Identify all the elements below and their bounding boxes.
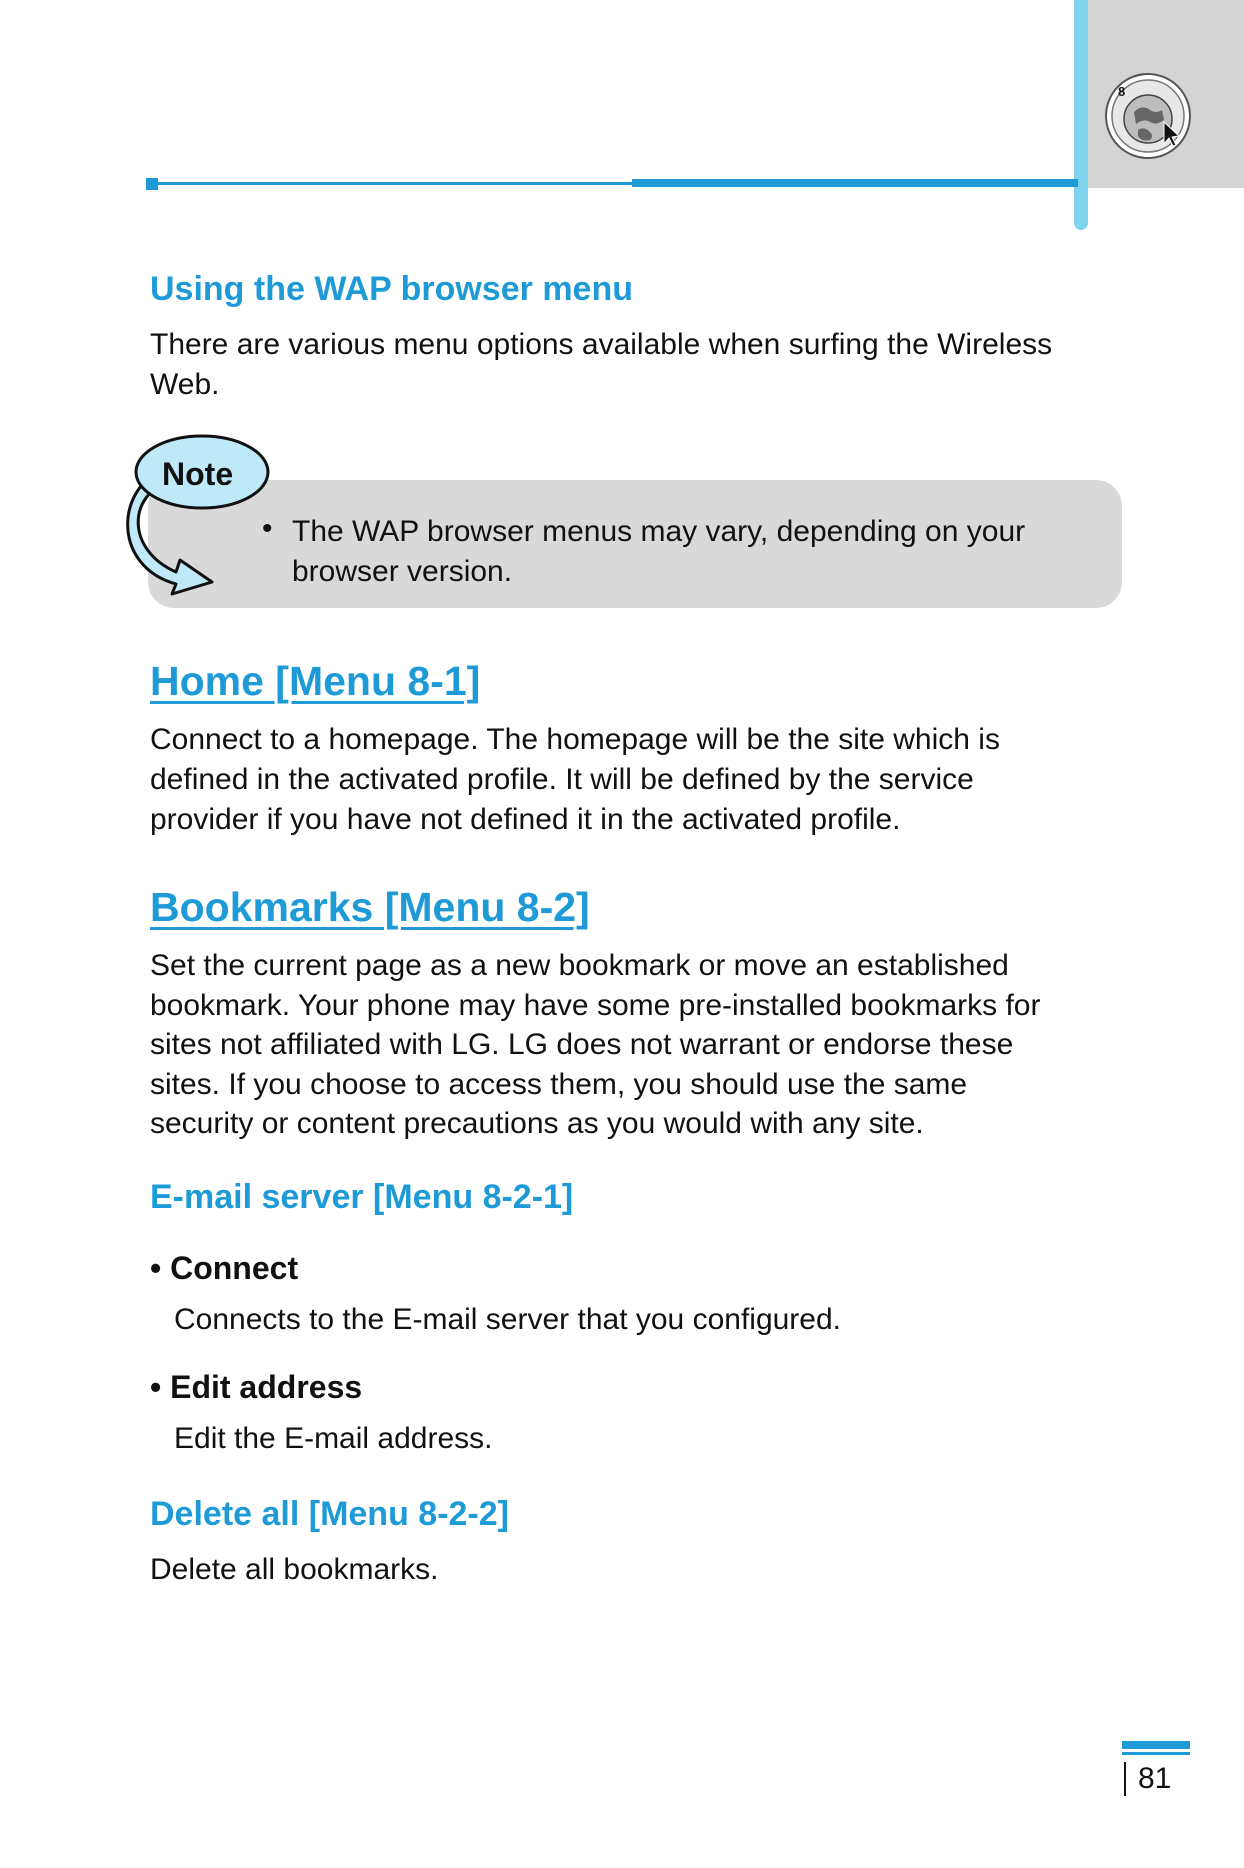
home-heading: Home [Menu 8-1] — [150, 658, 481, 704]
globe-menu-icon — [1104, 72, 1192, 160]
edit-address-title: • Edit address — [150, 1369, 363, 1405]
globe-menu-number: 8 — [1118, 84, 1126, 99]
connect-desc: Connects to the E-mail server that you configured. — [174, 1303, 842, 1336]
delete-all-text: Delete all bookmarks. — [150, 1553, 439, 1586]
note-bullet: • — [262, 512, 273, 545]
note-label: Note — [162, 456, 234, 492]
bookmarks-line-1: Set the current page as a new bookmark or move an established — [150, 949, 1009, 982]
header-rule-thin — [158, 182, 632, 185]
page-number: 81 — [1138, 1762, 1172, 1795]
bookmarks-line-2: bookmark. Your phone may have some pre-installed bookmarks for — [150, 989, 1041, 1022]
note-line-2: browser version. — [292, 555, 513, 588]
note-text — [292, 512, 1112, 592]
header-vertical-bar — [1074, 0, 1088, 230]
footer-divider — [1124, 1762, 1126, 1796]
header-rule-thick — [632, 179, 1078, 187]
bookmarks-heading: Bookmarks [Menu 8-2] — [150, 884, 590, 930]
home-line-3: provider if you have not defined it in the activated profile. — [150, 803, 901, 836]
note-line-1: The WAP browser menus may vary, depending on your — [292, 515, 1026, 548]
bookmarks-line-5: security or content precautions as you would with any site. — [150, 1107, 924, 1140]
connect-title: • Connect — [150, 1250, 299, 1286]
bookmarks-line-3: sites not affiliated with LG. LG does not warrant or endorse these — [150, 1028, 1014, 1061]
footer-rule-thin — [1122, 1752, 1190, 1755]
intro-heading: Using the WAP browser menu — [150, 270, 634, 308]
email-server-heading: E-mail server [Menu 8-2-1] — [150, 1178, 574, 1216]
edit-address-desc: Edit the E-mail address. — [174, 1422, 493, 1455]
bookmarks-line-4: sites. If you choose to access them, you should use the same — [150, 1068, 968, 1101]
home-line-2: defined in the activated profile. It will be defined by the service — [150, 763, 974, 796]
footer-rule-thick — [1122, 1741, 1190, 1749]
intro-line-1: There are various menu options available when surfing the Wireless — [150, 328, 1053, 361]
home-line-1: Connect to a homepage. The homepage will be the site which is — [150, 723, 1000, 756]
delete-all-heading: Delete all [Menu 8-2-2] — [150, 1495, 509, 1533]
header-rule-marker — [146, 178, 158, 190]
intro-line-2: Web. — [150, 368, 220, 401]
